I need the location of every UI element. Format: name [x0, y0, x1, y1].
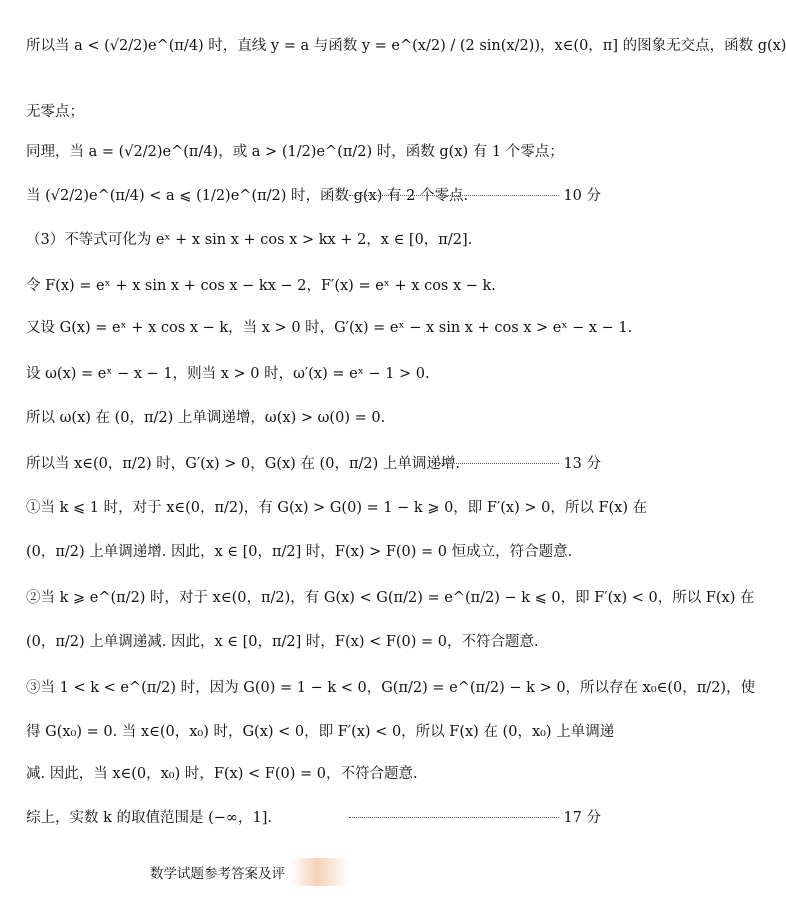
- solution-line: (0，π/2) 上单调递减. 因此，x ∈ [0，π/2] 时，F(x) < F(0) = 0，不符合题意.: [26, 634, 539, 650]
- fade-overlay: [290, 858, 350, 886]
- solution-line: 设 ω(x) = eˣ − x − 1，则当 x > 0 时，ω′(x) = eˣ − 1 > 0.: [26, 366, 430, 382]
- solution-line: ②当 k ⩾ e^(π/2) 时，对于 x∈(0，π/2)，有 G(x) < G(π/2) = e^(π/2) − k ⩽ 0，即 F′(x) < 0，所以 F(x) 在: [26, 590, 755, 606]
- solution-line: 无零点；: [26, 104, 84, 120]
- solution-line: 当 (√2/2)e^(π/4) < a ⩽ (1/2)e^(π/2) 时，函数 g(x) 有 2 个零点.: [26, 188, 469, 204]
- score-mark: 10 分: [349, 186, 601, 206]
- solution-line: 令 F(x) = eˣ + x sin x + cos x − kx − 2，F′(x) = eˣ + x cos x − k.: [26, 278, 496, 294]
- solution-line: ③当 1 < k < e^(π/2) 时，因为 G(0) = 1 − k < 0，G(π/2) = e^(π/2) − k > 0，所以存在 x₀∈(0，π/2)，使: [26, 680, 756, 696]
- solution-line: 得 G(x₀) = 0. 当 x∈(0，x₀) 时，G(x) < 0，即 F′(x) < 0，所以 F(x) 在 (0，x₀) 上单调递: [26, 724, 615, 740]
- solution-line: 综上，实数 k 的取值范围是 (−∞，1].: [26, 810, 272, 826]
- solution-line: 所以当 a < (√2/2)e^(π/4) 时，直线 y = a 与函数 y = e^(x/2) / (2 sin(x/2))，x∈(0，π] 的图象无交点，函数 g(x): [26, 38, 786, 54]
- page-footer: 数学试题参考答案及评: [150, 866, 285, 882]
- solution-line: 同理，当 a = (√2/2)e^(π/4)，或 a > (1/2)e^(π/2) 时，函数 g(x) 有 1 个零点；: [26, 144, 564, 160]
- solution-line: (0，π/2) 上单调递增. 因此，x ∈ [0，π/2] 时，F(x) > F(0) = 0 恒成立，符合题意.: [26, 544, 573, 560]
- score-mark: 13 分: [439, 454, 601, 474]
- score-mark: 17 分: [349, 808, 601, 828]
- solution-line: 所以当 x∈(0，π/2) 时，G′(x) > 0，G(x) 在 (0，π/2) 上单调递增.: [26, 456, 460, 472]
- solution-line: ①当 k ⩽ 1 时，对于 x∈(0，π/2)，有 G(x) > G(0) = 1 − k ⩾ 0，即 F′(x) > 0，所以 F(x) 在: [26, 500, 648, 516]
- solution-line: 减. 因此，当 x∈(0，x₀) 时，F(x) < F(0) = 0，不符合题意.: [26, 766, 418, 782]
- solution-line: 所以 ω(x) 在 (0，π/2) 上单调递增，ω(x) > ω(0) = 0.: [26, 410, 386, 426]
- solution-line: （3）不等式可化为 eˣ + x sin x + cos x > kx + 2，x ∈ [0，π/2].: [26, 232, 473, 248]
- solution-line: 又设 G(x) = eˣ + x cos x − k，当 x > 0 时，G′(x) = eˣ − x sin x + cos x > eˣ − x − 1.: [26, 320, 633, 336]
